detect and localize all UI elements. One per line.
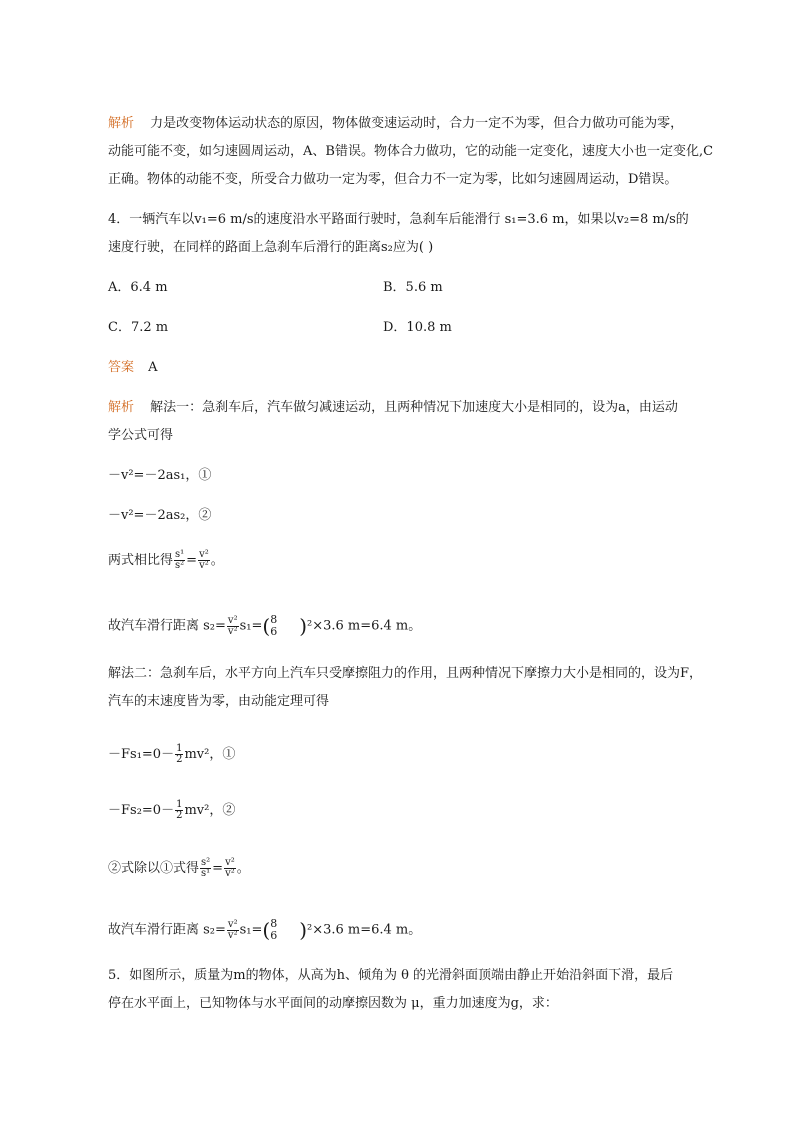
fraction: $\frac{\text{v²}}{\text{v²}}$ [227, 614, 238, 637]
answer-label: 答案 [108, 360, 135, 375]
equation-2: －v²=－2as₂，② [108, 508, 212, 523]
solution-method-2-line-1: 解法二：急刹车后，水平方向上汽车只受摩擦阻力的作用，且两种情况下摩擦力大小是相同的，设为F， [108, 666, 703, 681]
ratio-equation: 两式相比得 $\frac{\text{s¹}}{\text{s²}}$ = $\frac{\text{v²}}{\text{v²}}$ 。 [108, 549, 224, 571]
ratio-equation-2: ②式除以①式得 $\frac{\text{s²}}{\text{s¹}}$ = $\frac{\text{v²}}{\text{v²}}$ 。 [108, 857, 250, 879]
analysis-paragraph-line-1: 解析 力是改变物体运动状态的原因，物体做变速运动时，合力一定不为零，但合力做功可能为零， [108, 116, 684, 131]
analysis-paragraph-line-3: 正确。物体的动能不变，所受合力做功一定为零，但合力不一定为零，比如匀速圆周运动，D错误。 [108, 172, 678, 187]
answer-line [108, 360, 158, 376]
question-4-line-1: 4．一辆汽车以v₁=6 m/s的速度沿水平路面行驶时，急刹车后能滑行 s₁=3.6 m，如果以v₂=8 m/s的 [108, 212, 689, 227]
fraction: 8 6 [270, 613, 278, 638]
solution-label: 解析 [108, 400, 135, 415]
question-4-line-2: 速度行驶，在同样的路面上急刹车后滑行的距离s₂应为( ) [108, 240, 434, 255]
analysis-label: 解析 [108, 116, 135, 131]
option-d: D．10.8 m [383, 320, 452, 335]
result-equation-1: 故汽车滑行距离 s₂= $\frac{\text{v²}}{\text{v²}}$ s₁=( 8 6 )²×3.6 m=6.4 m。 [108, 613, 422, 638]
solution-method-2-line-2: 汽车的末速度皆为零，由动能定理可得 [108, 694, 330, 709]
solution-line-2: 学公式可得 [108, 428, 174, 443]
question-5-line-2: 停在水平面上，已知物体与水平面间的动摩擦因数为 μ，重力加速度为g，求： [108, 996, 558, 1011]
fraction: $\frac{\text{v²}}{\text{v²}}$ [225, 857, 235, 879]
option-a: A．6.4 m [108, 280, 168, 295]
answer-value: A [148, 360, 158, 375]
equation-3: －Fs₁=0－ $\frac{1}{2}$ mv²，① [108, 743, 236, 765]
fraction: $\frac{\text{s¹}}{\text{s²}}$ [175, 549, 185, 571]
equation-1: －v²=－2as₁，① [108, 468, 212, 483]
fraction: $\frac{1}{2}$ [176, 799, 183, 821]
fraction: $\frac{\text{v²}}{\text{v²}}$ [227, 918, 238, 941]
fraction: $\frac{1}{2}$ [176, 743, 183, 765]
option-c: C．7.2 m [108, 320, 169, 335]
fraction: 8 6 [270, 917, 278, 942]
equation-4: －Fs₂=0－ $\frac{1}{2}$ mv²，② [108, 799, 236, 821]
solution-line-1: 解析 解法一：急刹车后，汽车做匀减速运动，且两种情况下加速度大小是相同的，设为a，由运动 [108, 400, 678, 415]
question-5-line-1: 5．如图所示，质量为m的物体，从高为h、倾角为 θ 的光滑斜面顶端由静止开始沿斜面下滑，最后 [108, 968, 674, 983]
fraction: $\frac{\text{v²}}{\text{v²}}$ [199, 549, 209, 571]
analysis-paragraph-line-2: 动能可能不变，如匀速圆周运动，A、B错误。物体合力做功，它的动能一定变化，速度大小也一定变化,C [108, 144, 714, 159]
result-equation-2: 故汽车滑行距离 s₂= $\frac{\text{v²}}{\text{v²}}$ s₁=( 8 6 )²×3.6 m=6.4 m。 [108, 917, 422, 942]
option-b: B．5.6 m [383, 280, 443, 295]
fraction: $\frac{\text{s²}}{\text{s¹}}$ [201, 857, 211, 879]
